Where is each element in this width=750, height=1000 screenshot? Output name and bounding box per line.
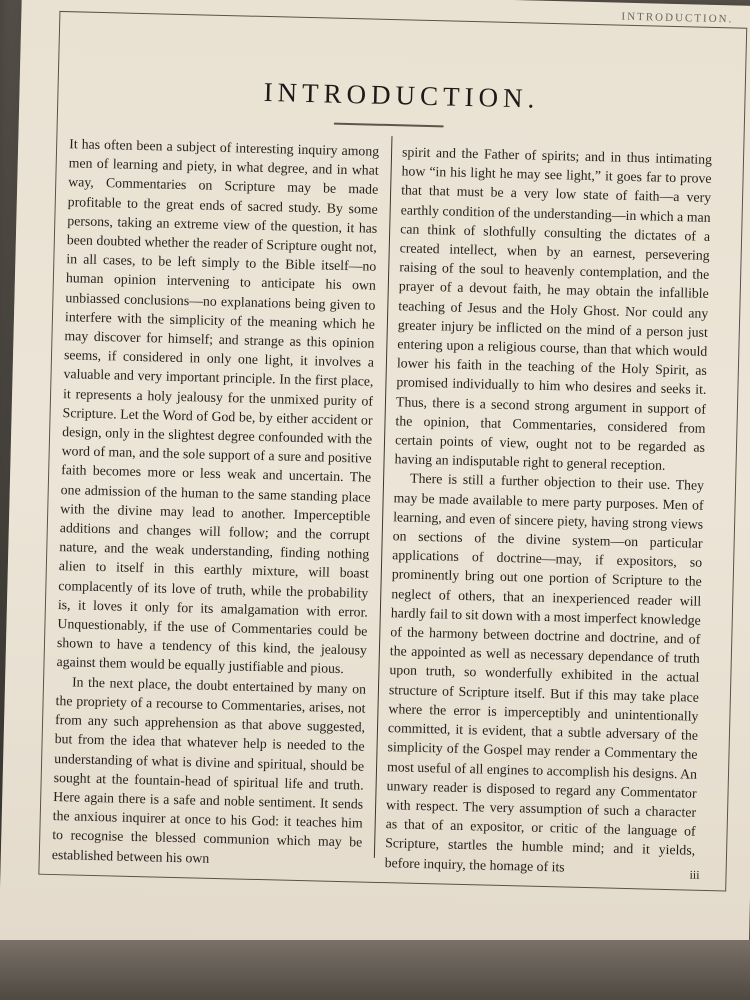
page-frame bbox=[38, 11, 747, 892]
page-title: INTRODUCTION. bbox=[263, 76, 540, 114]
page-number: iii bbox=[689, 867, 700, 882]
right-paragraph-2: There is still a further objection to their use. They may be made available to mere party purposes. Men of learning, and even of sincere piety, having strong views on sections of the divine system—on particular applications of doctrine—may, if expositors, so prominently bring out one portion of Scripture to the neglect of others, that an inexperienced reader will hardly fail to sit down with a most imperfect knowledge of the harmony between doctrine and doctrine, and of the appointed as well as necessary dependance of truth upon truth, so wonderfully exhibited in the actual structure of Scripture itself. But if this may take place where the error is imperceptibly and unintentionally committed, it is evident, that a subtle adversary of the simplicity of the Gospel may render a Commentary the most useful of all engines to accomplish his designs. An unwary reader is disposed to regard any Commentator with respect. The very assumption of such a character as that of an expositor, or critic of the language of Scripture, startles the humble mind; and it yields, before inquiry, the homage of its bbox=[384, 471, 705, 875]
left-paragraph-2: In the next place, the doubt entertained by many on the propriety of a recourse to Commentaries, arises, not from any such apprehension as that above suggested, but from the idea that whatever help is needed to the understanding of what is divine and spiritual, should be sought at the fountain-head of spiritual life and truth. Here again there is a safe and noble sentiment. It sends the anxious inquirer at once to his God: it teaches him to recognise the blessed communion which may be established between his own bbox=[51, 674, 367, 866]
title-ornament-rule bbox=[334, 123, 444, 128]
left-paragraph-1: It has often been a subject of interesting inquiry among men of learning and piety, in what degree, and in what way, Commentaries on Scripture may be made profitable to the great ends of sacred study. By some persons, taking an extreme view of the question, it has been doubted whether the reader of Scripture ought not, in all cases, to be left simply to the Bible itself—no human opinion intervening to anticipate his own unbiassed conclusions—no explanations being given to interfere with the simplicity of the meaning which he may discover for himself; and strange as this opinion seems, if considered in only one light, it involves a valuable and very important principle. In the first place, it represents a holy jealousy for the unmixed purity of Scripture. Let the Word of God be, by either accident or design, only in the slightest degree confounded with the word of man, and the sole support of a sure and positive faith becomes more or less weak and uncertain. The one admission of the human to the same standing place with the divine may lead to another. Imperceptible additions and changes will follow; and the corrupt nature, and the weak understanding, finding nothing alien to itself in this earthly mixture, will boast complacently of its love of truth, while the probability is, it loves it only for its amalgamation with error. Unquestionably, if the use of Commentaries could be shown to have a tendency of this kind, the jealousy against them would be equally justifiable and pious. bbox=[56, 136, 380, 677]
left-column bbox=[52, 134, 380, 871]
right-column bbox=[385, 142, 713, 879]
right-paragraph-1: spirit and the Father of spirits; and in thus intimating how “in his light he may see light,” it goes far to prove that that must be a very low state of faith—a very earthly condition of the understanding—in which a man can think of slothfully consulting the dictates of a created intellect, when by an earnest, persevering raising of the soul to heavenly contemplation, and the prayer of a devout faith, he may obtain the infallible teaching of Jesus and the Holy Ghost. Nor could any greater injury be inflicted on the mind of a person just entering upon a religious course, than that which would lower his faith in the teaching of the Holy Spirit, as promised individually to him who desires and seeks it. Thus, there is a second strong argument in support of the opinion, that Commentaries, considered from certain points of view, ought not to be regarded as having an indisputable right to general reception. bbox=[394, 144, 713, 474]
table-surface bbox=[0, 940, 750, 1000]
running-head: INTRODUCTION. bbox=[621, 10, 734, 26]
